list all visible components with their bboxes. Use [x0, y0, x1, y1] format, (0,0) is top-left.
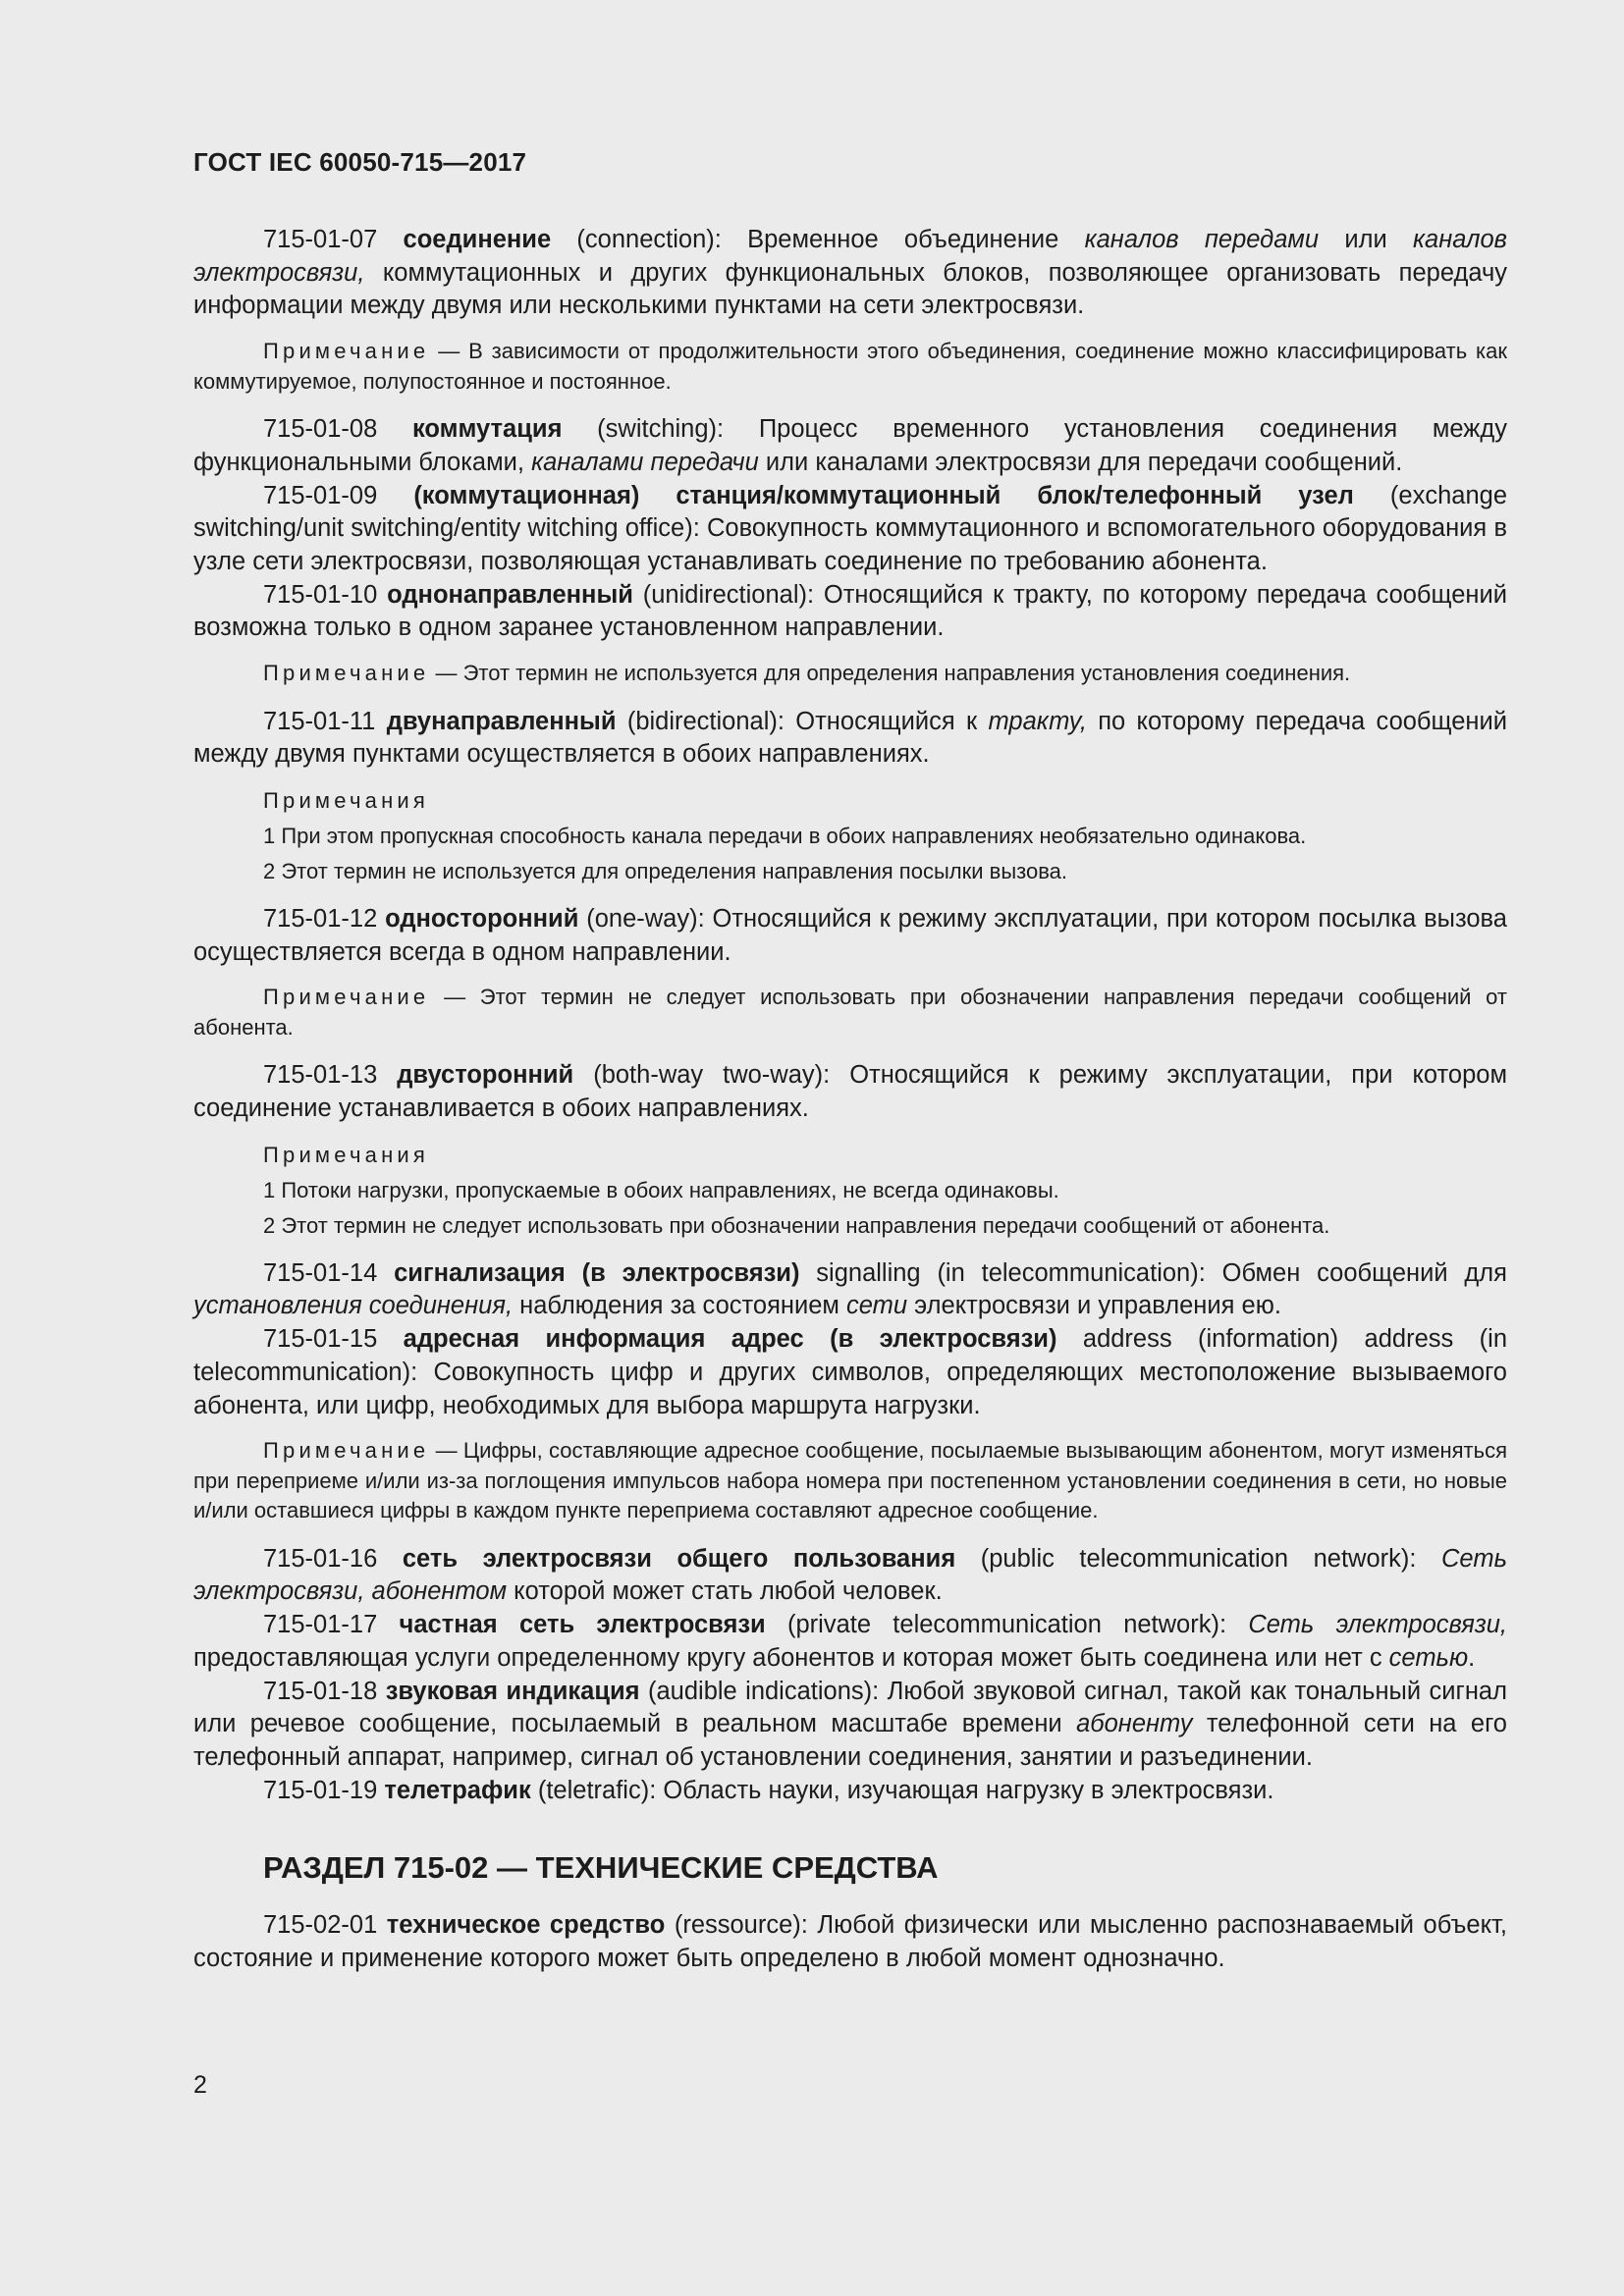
- term: сеть электросвязи общего пользования: [402, 1544, 956, 1573]
- note-item: 2 Этот термин не используется для определения направления посылки вызова.: [263, 858, 1067, 883]
- term: двусторонний: [397, 1061, 574, 1090]
- entry-715-01-18: 715-01-18 звуковая индикация (audible indications): Любой звуковой сигнал, такой как тональный сигнал или речевое сообщение, посылаемый в реальном масштабе времени абоненту телефонной сети на его телефонный аппарат, например, сигнал об установлении соединения, занятии и разъединении.: [193, 1677, 1507, 1771]
- entry-715-01-16: 715-01-16 сеть электросвязи общего пользования (public telecommunication network): Сеть электросвязи, абонентом которой может стать любой человек.: [193, 1544, 1507, 1606]
- entry-715-01-19: 715-01-19 телетрафик (teletrafic): Область науки, изучающая нагрузку в электросвязи.: [263, 1776, 1274, 1804]
- entry-715-01-08: 715-01-08 коммутация (switching): Процесс временного установления соединения между функциональными блоками, каналами передачи или каналами электросвязи для передачи сообщений.: [193, 415, 1507, 476]
- section-heading: РАЗДЕЛ 715-02 — ТЕХНИЧЕСКИЕ СРЕДСТВА: [263, 1850, 939, 1886]
- entry-715-01-10: 715-01-10 однонаправленный (unidirectional): Относящийся к тракту, по которому передача сообщений возможна только в одном заранее установленном направлении.: [193, 580, 1507, 642]
- entry-715-01-09: 715-01-09 (коммутационная) станция/коммутационный блок/телефонный узел (exchange switching/unit switching/entity witching office): Совокупность коммутационного и вспомогательного оборудования в узле сети электросвязи, позволяющая устанавливать соединение по требованию абонента.: [193, 481, 1508, 575]
- page-number: 2: [193, 2071, 207, 2099]
- note-715-01-10: Примечание — Этот термин не используется для определения направления установления соединения.: [263, 661, 1351, 686]
- notes-header: Примечания: [263, 787, 430, 813]
- entry-715-01-15: 715-01-15 адресная информация адрес (в электросвязи) address (information) address (in telecommunication): Совокупность цифр и других символов, определяющих местоположение вызываемого абонента, или цифр, необходимых для выбора маршрута нагрузки.: [193, 1325, 1507, 1419]
- note-item: 2 Этот термин не следует использовать при обозначении направления передачи сообщений от абонента.: [263, 1212, 1330, 1238]
- term: однонаправленный: [387, 580, 633, 609]
- note-item: 1 При этом пропускная способность канала передачи в обоих направлениях необязательно одинакова.: [263, 823, 1307, 848]
- entry-715-01-13: 715-01-13 двусторонний (both-way two-way): Относящийся к режиму эксплуатации, при котором соединение устанавливается в обоих направлениях.: [193, 1061, 1507, 1123]
- entry-715-02-01: 715-02-01 техническое средство (ressource): Любой физически или мысленно распознаваемый объект, состояние и применение которого может быть определено в любой момент однозначно.: [193, 1911, 1507, 1973]
- term: звуковая индикация: [385, 1677, 640, 1705]
- term: коммутация: [412, 415, 563, 444]
- term: односторонний: [385, 904, 579, 933]
- term: техническое средство: [386, 1911, 666, 1940]
- note-715-01-15: Примечание — Цифры, составляющие адресное сообщение, посылаемые вызывающим абонентом, могут изменяться при переприеме и/или из-за поглощения импульсов набора номера при постепенном установлении соединения в сети, но новые и/или оставшиеся цифры в каждом пункте переприема составляют адресное сообщение.: [193, 1438, 1507, 1523]
- notes-header: Примечания: [263, 1142, 430, 1167]
- note-715-01-07: Примечание — В зависимости от продолжительности этого объединения, соединение можно классифицировать как коммутируемое, полупостоянное и постоянное.: [193, 339, 1507, 394]
- note-715-01-12: Примечание — Этот термин не следует использовать при обозначении направления передачи сообщений от абонента.: [193, 985, 1507, 1040]
- term: адресная информация адрес (в электросвязи): [403, 1325, 1057, 1354]
- term: сигнализация (в электросвязи): [394, 1258, 800, 1287]
- entry-715-01-11: 715-01-11 двунаправленный (bidirectional): Относящийся к тракту, по которому передача сообщений между двумя пунктами осуществляется в обоих направлениях.: [193, 707, 1507, 769]
- entry-715-01-12: 715-01-12 односторонний (one-way): Относящийся к режиму эксплуатации, при котором посылка вызова осуществляется всегда в одном направлении.: [193, 904, 1507, 966]
- entry-715-01-07: 715-01-07 соединение (connection): Временное объединение каналов передами или каналов электросвязи, коммутационных и других функциональных блоков, позволяющее организовать передачу информации между двумя или несколькими пунктами на сети электросвязи.: [193, 226, 1507, 320]
- document-body: [193, 224, 1507, 1976]
- term: частная сеть электросвязи: [399, 1611, 766, 1639]
- entry-715-01-17: 715-01-17 частная сеть электросвязи (private telecommunication network): Сеть электросвязи, предоставляющая услуги определенному кругу абонентов и которая может быть соединена или нет с сетью.: [193, 1611, 1507, 1672]
- entry-715-01-14: 715-01-14 сигнализация (в электросвязи) signalling (in telecommunication): Обмен сообщений для установления соединения, наблюдения за состоянием сети электросвязи и управления ею.: [193, 1258, 1507, 1320]
- term: телетрафик: [384, 1776, 531, 1804]
- note-item: 1 Потоки нагрузки, пропускаемые в обоих направлениях, не всегда одинаковы.: [263, 1177, 1059, 1202]
- term: соединение: [403, 226, 552, 253]
- term: (коммутационная) станция/коммутационный блок/телефонный узел: [413, 481, 1354, 509]
- document-header: ГОСТ IEC 60050-715—2017: [193, 147, 527, 177]
- term: двунаправленный: [386, 707, 617, 735]
